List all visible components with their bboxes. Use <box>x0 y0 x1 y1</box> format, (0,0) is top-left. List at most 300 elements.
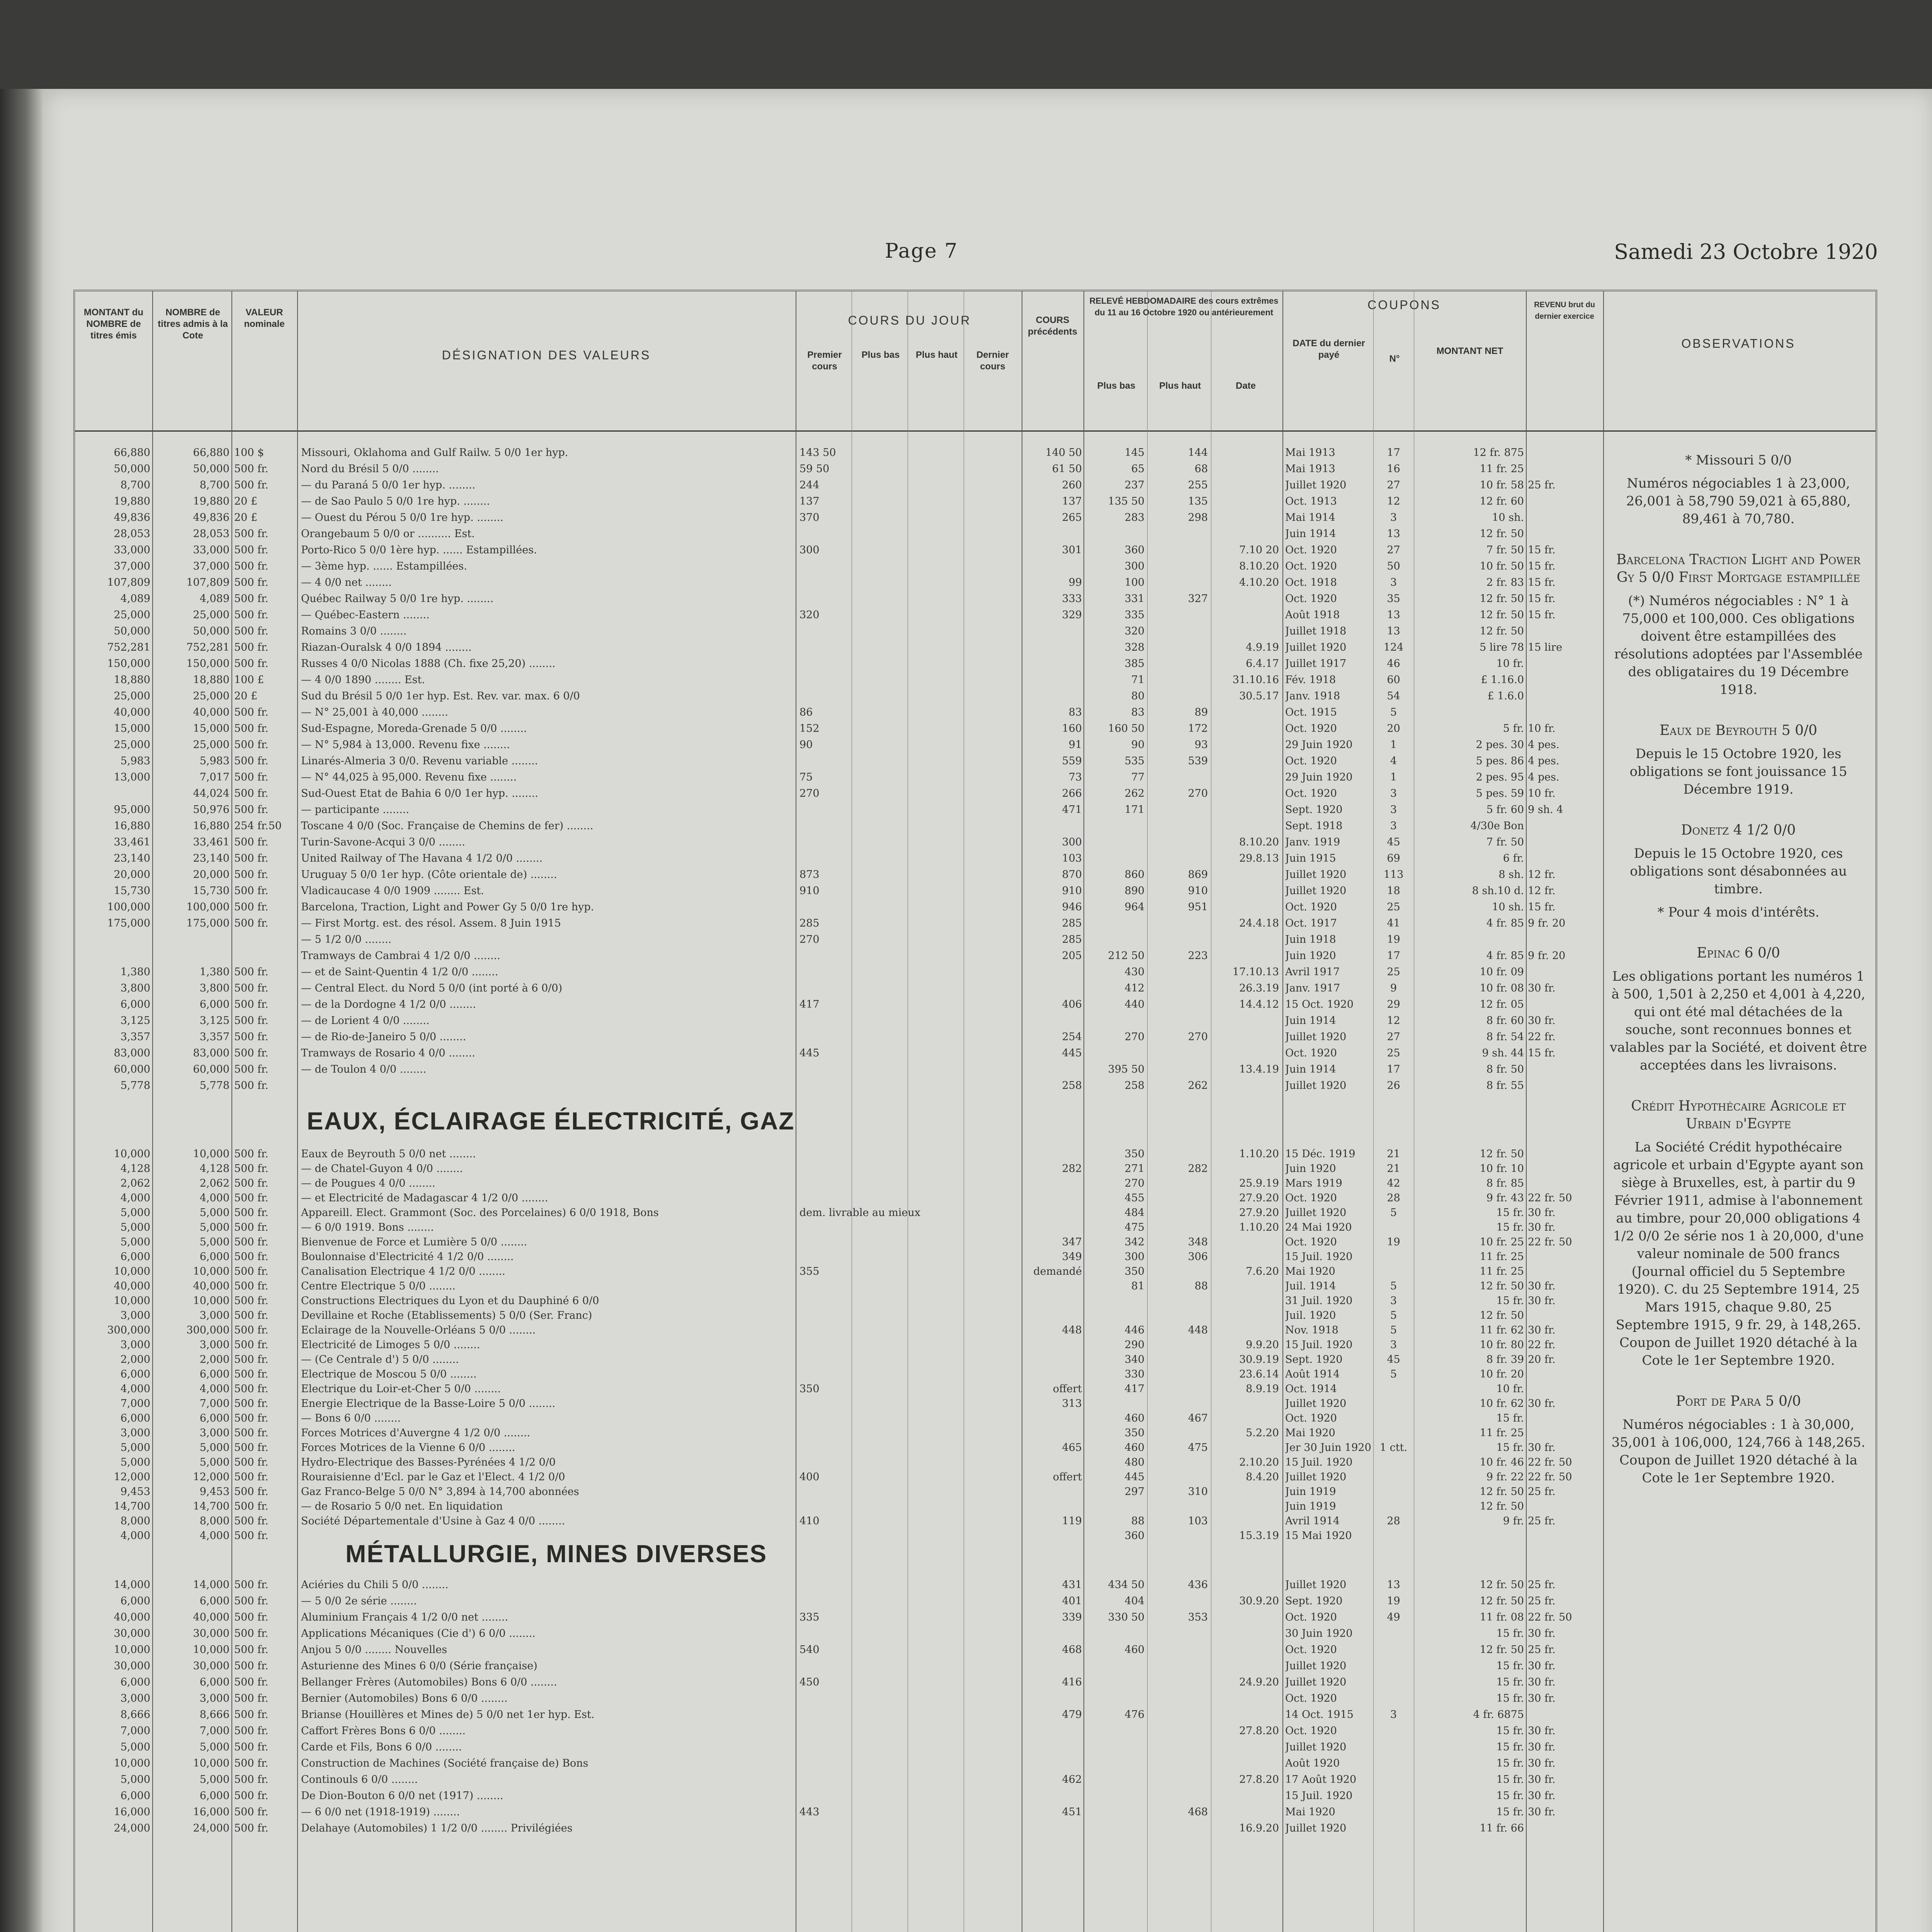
cell-n: 3,000 <box>199 1427 230 1439</box>
cell-pr: 301 <box>1062 544 1082 556</box>
cell-pr: 61 50 <box>1052 463 1082 475</box>
cell-no: 21 <box>1387 1148 1400 1160</box>
cell-v: 500 fr. <box>234 1047 269 1059</box>
cell-mn: 4/30e Bon <box>1470 820 1524 832</box>
cell-pr: 339 <box>1062 1611 1082 1623</box>
cell-cd: 15 Juil. 1920 <box>1285 1790 1353 1802</box>
cell-mn: 10 fr. 25 <box>1480 1236 1524 1248</box>
table-row <box>75 576 1876 590</box>
table-row <box>75 1235 1876 1249</box>
cell-d: Turin-Savone-Acqui 3 0/0 ........ <box>301 836 466 848</box>
cell-n: 4,000 <box>199 1530 230 1542</box>
cell-n: 50,976 <box>193 804 230 816</box>
cell-cd: Oct. 1920 <box>1285 1047 1337 1059</box>
cell-h: 223 <box>1188 950 1208 962</box>
cell-dt: 29.8.13 <box>1239 852 1279 864</box>
cell-cd: Juillet 1920 <box>1285 1031 1347 1043</box>
cell-m: 2,062 <box>120 1177 150 1189</box>
cell-no: 16 <box>1387 463 1400 475</box>
table-row <box>75 1367 1876 1381</box>
cell-d: Romains 3 0/0 ........ <box>301 625 407 637</box>
cell-mn: 8 fr. 85 <box>1486 1177 1524 1189</box>
cell-mn: 9 sh. 44 <box>1482 1047 1524 1059</box>
table-row <box>75 706 1876 719</box>
cell-v: 500 fr. <box>234 1177 269 1189</box>
cell-dt: 1.10.20 <box>1239 1221 1279 1233</box>
cell-n: 3,000 <box>199 1310 230 1321</box>
cell-rv: 22 fr. 50 <box>1528 1236 1572 1248</box>
col-rel-haut: Plus haut <box>1159 381 1201 391</box>
cell-h: 348 <box>1188 1236 1208 1248</box>
cell-no: 69 <box>1387 852 1400 864</box>
cell-no: 25 <box>1387 966 1400 978</box>
cell-m: 6,000 <box>120 1790 150 1802</box>
cell-no: 124 <box>1383 641 1404 653</box>
cell-mn: 12 fr. 50 <box>1480 609 1524 621</box>
cell-n: 6,000 <box>199 1790 230 1802</box>
cell-n: 3,800 <box>199 982 230 994</box>
cell-no: 27 <box>1387 1031 1400 1043</box>
cell-cd: Juillet 1920 <box>1285 885 1347 897</box>
cell-cd: Août 1920 <box>1285 1757 1340 1769</box>
cell-cd: Janv. 1919 <box>1285 836 1340 848</box>
cell-n: 40,000 <box>193 1280 230 1292</box>
cell-pr: 462 <box>1062 1774 1082 1786</box>
cell-pr: 910 <box>1062 885 1082 897</box>
cell-no: 3 <box>1390 787 1397 799</box>
cell-n: 4,000 <box>199 1383 230 1395</box>
cell-v: 500 fr. <box>234 1324 269 1336</box>
cell-m: 4,000 <box>120 1530 150 1542</box>
cell-m: 40,000 <box>114 1280 150 1292</box>
table-row <box>75 657 1876 671</box>
table-row <box>75 527 1876 541</box>
cell-pr: 349 <box>1062 1251 1082 1263</box>
col-observations: OBSERVATIONS <box>1681 337 1796 350</box>
cell-no: 12 <box>1387 495 1400 507</box>
cell-no: 5 <box>1390 1368 1397 1380</box>
cell-d: Anjou 5 0/0 ........ Nouvelles <box>301 1644 447 1656</box>
cell-pr: 285 <box>1062 917 1082 929</box>
table-row <box>75 641 1876 655</box>
cell-pr: 401 <box>1062 1595 1082 1607</box>
cell-dt: 25.9.19 <box>1239 1177 1279 1189</box>
cell-m: 5,778 <box>120 1080 150 1092</box>
cell-mn: 5 pes. 86 <box>1476 755 1524 767</box>
cell-m: 100,000 <box>107 901 150 913</box>
cell-rv: 30 fr. <box>1528 1660 1556 1672</box>
cell-n: 6,000 <box>199 1412 230 1424</box>
cell-n: 44,024 <box>193 787 230 799</box>
cell-mn: 15 fr. <box>1496 1741 1524 1753</box>
cell-v: 500 fr. <box>234 1725 269 1737</box>
cell-d: Tramways de Cambrai 4 1/2 0/0 ........ <box>301 950 500 962</box>
cell-dt: 27.8.20 <box>1239 1725 1279 1737</box>
cell-v: 500 fr. <box>234 641 269 653</box>
cell-cd: Juillet 1920 <box>1285 869 1347 881</box>
cell-pr: 99 <box>1068 577 1082 588</box>
cell-v: 500 fr. <box>234 593 269 605</box>
cell-m: 300,000 <box>107 1324 150 1336</box>
cell-cd: Juillet 1920 <box>1285 1080 1347 1092</box>
table-row <box>75 1338 1876 1352</box>
cell-pr: 160 <box>1062 723 1082 735</box>
cell-c1: 400 <box>799 1471 820 1483</box>
cell-rv: 30 fr. <box>1528 1398 1556 1410</box>
cell-m: 10,000 <box>114 1757 150 1769</box>
cell-dt: 17.10.13 <box>1232 966 1279 978</box>
cell-d: — de Toulon 4 0/0 ........ <box>301 1063 427 1075</box>
cell-pr: 300 <box>1062 836 1082 848</box>
cell-v: 500 fr. <box>234 1265 269 1277</box>
cell-no: 5 <box>1390 1280 1397 1292</box>
cell-d: Tramways de Rosario 4 0/0 ........ <box>301 1047 475 1059</box>
table-row <box>75 1063 1876 1077</box>
cell-d: Uruguay 5 0/0 1er hyp. (Côte orientale de) ........ <box>301 869 557 881</box>
observation-note: Depuis le 15 Octobre 1920, ces obligations sont désabonnées au timbre. <box>1630 846 1847 897</box>
cell-b: 350 <box>1124 1265 1145 1277</box>
cell-n: 83,000 <box>193 1047 230 1059</box>
table-row <box>75 624 1876 638</box>
cell-b: 270 <box>1124 1031 1145 1043</box>
cell-dt: 8.10.20 <box>1239 836 1279 848</box>
page-date: Samedi 23 Octobre 1920 <box>1614 240 1878 264</box>
cell-n: 10,000 <box>193 1265 230 1277</box>
cell-b: 171 <box>1124 804 1145 816</box>
cell-cd: Oct. 1917 <box>1285 917 1337 929</box>
cell-n: 50,000 <box>193 463 230 475</box>
cell-no: 19 <box>1387 1595 1400 1607</box>
cell-dt: 27.9.20 <box>1239 1192 1279 1204</box>
cell-d: Brianse (Houillères et Mines de) 5 0/0 net 1er hyp. Est. <box>301 1709 595 1721</box>
cell-b: 860 <box>1124 869 1145 881</box>
cell-d: United Railway of The Havana 4 1/2 0/0 ........ <box>301 852 543 864</box>
cell-d: Riazan-Ouralsk 4 0/0 1894 ........ <box>301 641 472 653</box>
cell-v: 500 fr. <box>234 1709 269 1721</box>
cell-mn: 15 fr. <box>1496 1676 1524 1688</box>
cell-cd: 15 Oct. 1920 <box>1285 998 1354 1010</box>
cell-b: 455 <box>1124 1192 1145 1204</box>
cell-v: 500 fr. <box>234 917 269 929</box>
cell-rv: 15 fr. <box>1528 901 1556 913</box>
cell-no: 12 <box>1387 1015 1400 1027</box>
cell-d: — de Chatel-Guyon 4 0/0 ........ <box>301 1163 463 1175</box>
cell-b: 964 <box>1124 901 1145 913</box>
cell-n: 6,000 <box>199 1368 230 1380</box>
cell-h: 448 <box>1188 1324 1208 1336</box>
cell-m: 9,453 <box>120 1486 150 1498</box>
cell-rv: 15 fr. <box>1528 593 1556 605</box>
table-row <box>75 592 1876 606</box>
cell-n: 12,000 <box>193 1471 230 1483</box>
cell-b: 330 <box>1124 1368 1145 1380</box>
cell-c1: dem. livrable au mieux <box>799 1207 920 1219</box>
cell-mn: 4 fr. 6875 <box>1473 1709 1524 1721</box>
cell-n: 18,880 <box>193 674 230 686</box>
cell-cd: Juillet 1920 <box>1285 1398 1347 1410</box>
cell-m: 6,000 <box>120 1251 150 1263</box>
cell-mn: 10 fr. 50 <box>1480 560 1524 572</box>
cell-mn: 10 fr. 62 <box>1480 1398 1524 1410</box>
cell-m: 752,281 <box>107 641 150 653</box>
table-header <box>75 291 1876 432</box>
table-row <box>75 900 1876 914</box>
cell-mn: 12 fr. 50 <box>1480 1280 1524 1292</box>
cell-cd: Fév. 1918 <box>1285 674 1336 686</box>
cell-mn: 15 fr. <box>1496 1660 1524 1672</box>
cell-no: 3 <box>1390 577 1397 588</box>
cell-pr: 471 <box>1062 804 1082 816</box>
cell-m: 10,000 <box>114 1148 150 1160</box>
cell-cd: Mai 1920 <box>1285 1427 1335 1439</box>
cell-n: 14,000 <box>193 1579 230 1591</box>
cell-v: 500 fr. <box>234 1368 269 1380</box>
cell-rv: 22 fr. <box>1528 1031 1556 1043</box>
cell-v: 500 fr. <box>234 658 269 670</box>
cell-dt: 23.6.14 <box>1239 1368 1279 1380</box>
cell-d: Electrique du Loir-et-Cher 5 0/0 ........ <box>301 1383 501 1395</box>
table-row <box>75 949 1876 963</box>
cell-v: 500 fr. <box>234 966 269 978</box>
cell-m: 6,000 <box>120 1412 150 1424</box>
table-row <box>75 917 1876 930</box>
cell-no: 49 <box>1387 1611 1400 1623</box>
cell-c1: 355 <box>799 1265 820 1277</box>
cell-no: 26 <box>1387 1080 1400 1092</box>
cell-b: 360 <box>1124 544 1145 556</box>
cell-dt: 4.10.20 <box>1239 577 1279 588</box>
cell-mn: 11 fr. 25 <box>1480 1265 1524 1277</box>
cell-mn: 5 lire 78 <box>1480 641 1524 653</box>
cell-rv: 15 fr. <box>1528 577 1556 588</box>
cell-d: Orangebaum 5 0/0 or .......... Est. <box>301 528 475 540</box>
cell-cd: Mars 1919 <box>1285 1177 1342 1189</box>
cell-n: 3,125 <box>199 1015 230 1027</box>
cell-pr: 254 <box>1062 1031 1082 1043</box>
cell-dt: 7.10 20 <box>1239 544 1279 556</box>
cell-pr: 140 50 <box>1045 447 1082 459</box>
cell-d: — participante ........ <box>301 804 409 816</box>
cell-c1: 285 <box>799 917 820 929</box>
cell-n: 8,000 <box>199 1515 230 1527</box>
cell-d: Sud-Espagne, Moreda-Grenade 5 0/0 ........ <box>301 723 527 735</box>
cell-mn: £ 1.6.0 <box>1487 690 1524 702</box>
cell-cd: Août 1918 <box>1285 609 1340 621</box>
cell-rv: 30 fr. <box>1528 1757 1556 1769</box>
observations-column <box>1609 446 1868 1487</box>
cell-mn: 5 pes. 59 <box>1476 787 1524 799</box>
cell-m: 49,836 <box>114 512 150 524</box>
cell-n: 3,000 <box>199 1692 230 1704</box>
cell-d: — Québec-Eastern ........ <box>301 609 430 621</box>
cell-h: 89 <box>1194 706 1208 718</box>
table-row <box>75 819 1876 833</box>
cell-n: 1,380 <box>199 966 230 978</box>
cell-d: — N° 5,984 à 13,000. Revenu fixe ........ <box>301 739 510 751</box>
cell-dt: 9.9.20 <box>1246 1339 1279 1351</box>
cell-n: 10,000 <box>193 1295 230 1307</box>
cell-v: 500 fr. <box>234 1427 269 1439</box>
cell-n: 24,000 <box>193 1822 230 1834</box>
cell-no: 41 <box>1387 917 1400 929</box>
cell-v: 100 $ <box>234 447 264 459</box>
cell-v: 500 fr. <box>234 1354 269 1366</box>
cell-pr: 282 <box>1062 1163 1082 1175</box>
cell-m: 8,666 <box>120 1709 150 1721</box>
cell-d: — du Paraná 5 0/0 1er hyp. ........ <box>301 479 476 491</box>
cell-m: 66,880 <box>114 447 150 459</box>
cell-v: 20 £ <box>234 495 258 507</box>
cell-rv: 15 fr. <box>1528 544 1556 556</box>
cell-b: 475 <box>1124 1221 1145 1233</box>
table-row <box>75 1382 1876 1396</box>
col-precedents: COURS précédents <box>1027 315 1078 337</box>
cell-rv: 25 fr. <box>1528 1579 1556 1591</box>
cell-v: 20 £ <box>234 512 258 524</box>
cell-no: 29 <box>1387 998 1400 1010</box>
cell-h: 172 <box>1188 723 1208 735</box>
cell-n: 7,000 <box>199 1398 230 1410</box>
cell-h: 467 <box>1188 1412 1208 1424</box>
cell-cd: Mai 1913 <box>1285 447 1335 459</box>
cell-rv: 25 fr. <box>1528 1515 1556 1527</box>
cell-pr: 479 <box>1062 1709 1082 1721</box>
cell-b: 342 <box>1124 1236 1145 1248</box>
cell-mn: 10 fr. 08 <box>1480 982 1524 994</box>
cell-b: 395 50 <box>1108 1063 1145 1075</box>
cell-dt: 30.9.19 <box>1239 1354 1279 1366</box>
cell-dt: 1.10.20 <box>1239 1148 1279 1160</box>
col-coupons: COUPONS <box>1367 298 1441 312</box>
cell-cd: Oct. 1918 <box>1285 577 1337 588</box>
cell-cd: 31 Juil. 1920 <box>1285 1295 1353 1307</box>
cell-n: 5,778 <box>199 1080 230 1092</box>
cell-d: Aciéries du Chili 5 0/0 ........ <box>301 1579 449 1591</box>
cell-c1: 540 <box>799 1644 820 1656</box>
cell-c1: 75 <box>799 771 813 783</box>
cell-d: Sud du Brésil 5 0/0 1er hyp. Est. Rev. var. max. 6 0/0 <box>301 690 580 702</box>
cell-no: 28 <box>1387 1192 1400 1204</box>
cell-rv: 15 fr. <box>1528 560 1556 572</box>
cell-m: 18,880 <box>114 674 150 686</box>
cell-mn: 8 fr. 39 <box>1486 1354 1524 1366</box>
cell-n: 25,000 <box>193 690 230 702</box>
cell-n: 23,140 <box>193 852 230 864</box>
cell-cd: Juillet 1920 <box>1285 1660 1347 1672</box>
cell-m: 4,128 <box>120 1163 150 1175</box>
cell-b: 77 <box>1131 771 1145 783</box>
cell-m: 2,000 <box>120 1354 150 1366</box>
cell-d: Gaz Franco-Belge 5 0/0 N° 3,894 à 14,700 abonnées <box>301 1486 579 1498</box>
cell-cd: Janv. 1917 <box>1285 982 1340 994</box>
cell-d: Electricité de Limoges 5 0/0 ........ <box>301 1339 480 1351</box>
cell-no: 45 <box>1387 1354 1400 1366</box>
cell-dt: 4.9.19 <box>1246 641 1279 653</box>
cell-h: 539 <box>1188 755 1208 767</box>
table-row <box>75 608 1876 622</box>
table-row <box>75 1757 1876 1770</box>
cell-v: 500 fr. <box>234 1806 269 1818</box>
cell-cd: Juillet 1917 <box>1285 658 1347 670</box>
cell-h: 468 <box>1188 1806 1208 1818</box>
cell-cd: 14 Oct. 1915 <box>1285 1709 1354 1721</box>
cell-h: 282 <box>1188 1163 1208 1175</box>
cell-d: — Bons 6 0/0 ........ <box>301 1412 401 1424</box>
cell-no: 1 <box>1390 739 1397 751</box>
table-row <box>75 1773 1876 1787</box>
cell-cd: Oct. 1920 <box>1285 901 1337 913</box>
cell-rv: 30 fr. <box>1528 1725 1556 1737</box>
cell-v: 500 fr. <box>234 723 269 735</box>
cell-d: — 5 1/2 0/0 ........ <box>301 934 392 946</box>
cell-rv: 15 lire <box>1528 641 1563 653</box>
cell-n: 33,461 <box>193 836 230 848</box>
cell-v: 500 fr. <box>234 755 269 767</box>
cell-d: — 4 0/0 1890 ........ Est. <box>301 674 425 686</box>
table-row <box>75 787 1876 801</box>
cell-rv: 25 fr. <box>1528 479 1556 491</box>
cell-m: 4,089 <box>120 593 150 605</box>
cell-n: 40,000 <box>193 1611 230 1623</box>
cell-c1: 445 <box>799 1047 820 1059</box>
cell-n: 6,000 <box>199 1595 230 1607</box>
cell-cd: Oct. 1915 <box>1285 706 1337 718</box>
table-row <box>75 1191 1876 1205</box>
cell-d: — Central Elect. du Nord 5 0/0 (int porté à 6 0/0) <box>301 982 563 994</box>
cell-v: 500 fr. <box>234 1456 269 1468</box>
cell-b: 535 <box>1124 755 1145 767</box>
cell-m: 150,000 <box>107 658 150 670</box>
cell-pr: 946 <box>1062 901 1082 913</box>
cell-cd: Juin 1918 <box>1285 934 1336 946</box>
cell-n: 33,000 <box>193 544 230 556</box>
cell-mn: 5 fr. 60 <box>1486 804 1524 816</box>
cell-cd: 29 Juin 1920 <box>1285 739 1353 751</box>
cell-mn: 11 fr. 25 <box>1480 1427 1524 1439</box>
cell-n: 25,000 <box>193 739 230 751</box>
cell-cd: Mai 1920 <box>1285 1806 1335 1818</box>
cell-m: 3,000 <box>120 1692 150 1704</box>
cell-n: 7,017 <box>199 771 230 783</box>
cell-pr: 347 <box>1062 1236 1082 1248</box>
table-row <box>75 1441 1876 1455</box>
cell-cd: Oct. 1920 <box>1285 1725 1337 1737</box>
cell-m: 33,000 <box>114 544 150 556</box>
cell-mn: 10 fr. 20 <box>1480 1368 1524 1380</box>
table-row <box>75 1485 1876 1499</box>
cell-dt: 15.3.19 <box>1239 1530 1279 1542</box>
cell-cd: Juin 1914 <box>1285 1063 1336 1075</box>
table-row <box>75 1675 1876 1689</box>
cell-v: 500 fr. <box>234 1031 269 1043</box>
cell-v: 500 fr. <box>234 1063 269 1075</box>
cell-c1: 86 <box>799 706 813 718</box>
table-row <box>75 1412 1876 1425</box>
col-valeur: VALEUR nominale <box>244 307 285 329</box>
cell-rv: 9 fr. 20 <box>1528 950 1566 962</box>
cell-m: 50,000 <box>114 463 150 475</box>
cell-b: 65 <box>1131 463 1145 475</box>
table-row <box>75 1177 1876 1190</box>
cell-no: 45 <box>1387 836 1400 848</box>
cell-v: 500 fr. <box>234 706 269 718</box>
col-releve: RELEVÉ HEBDOMADAIRE des cours extrêmes du 11 au 16 Octobre 1920 ou antérieurement <box>1089 296 1279 317</box>
cell-no: 20 <box>1387 723 1400 735</box>
cell-pr: 329 <box>1062 609 1082 621</box>
cell-d: Applications Mécaniques (Cie d') 6 0/0 ........ <box>301 1628 536 1639</box>
cell-m: 15,730 <box>114 885 150 897</box>
col-plus-bas: Plus bas <box>861 350 900 360</box>
